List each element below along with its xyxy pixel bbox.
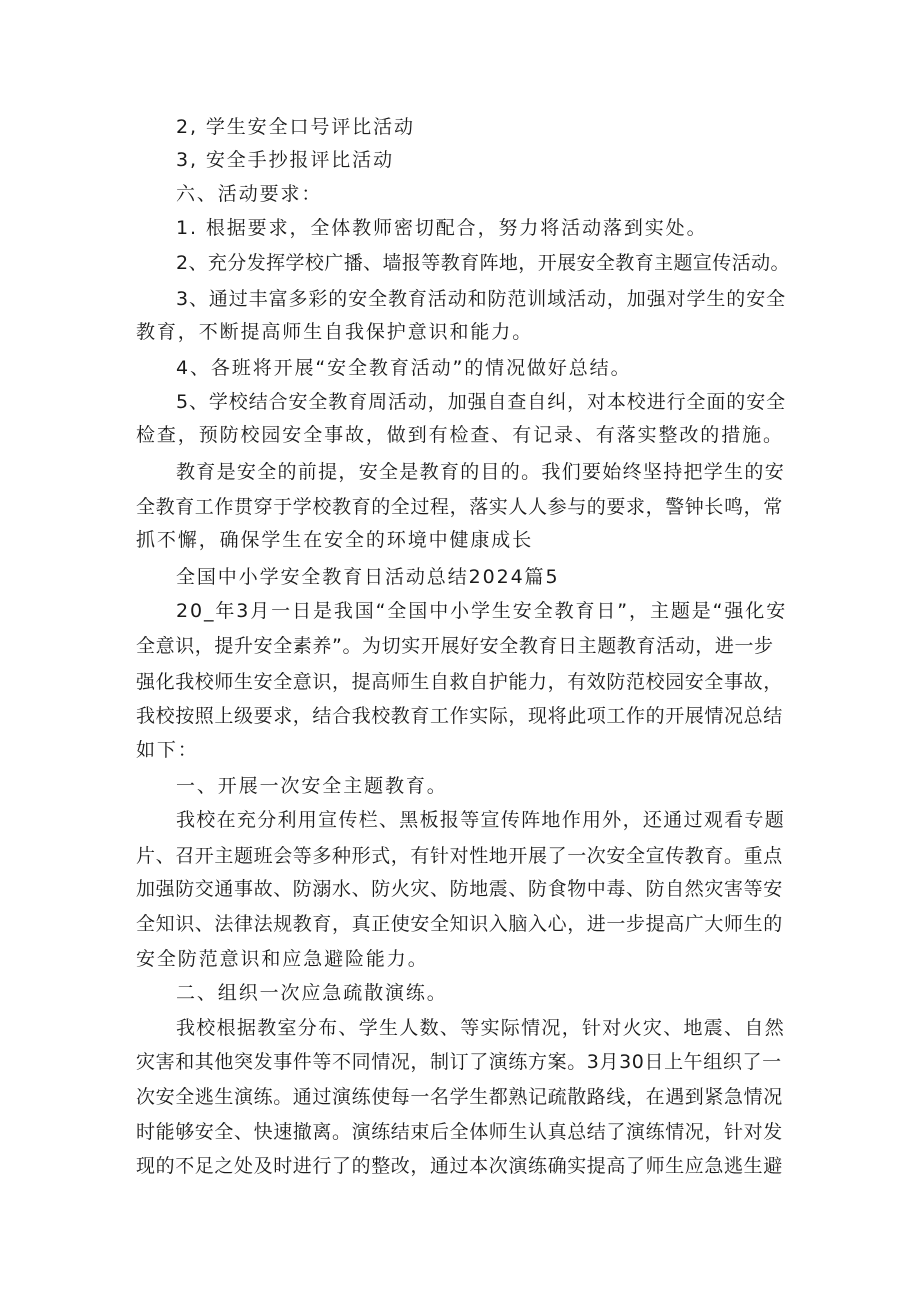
requirement-item-5-line-2: 检查，预防校园安全事故，做到有检查、有记录、有落实整改的措施。 — [136, 424, 784, 446]
list-item-poster-contest: 3, 安全手抄报评比活动 — [176, 149, 394, 171]
paragraph-line: 灾害和其他突发事件等不同情况，制订了演练方案。3月30日上午组织了一 — [136, 1051, 782, 1073]
requirement-item-4: 4、各班将开展“安全教育活动”的情况做好总结。 — [176, 357, 632, 379]
paragraph-line: 全教育工作贯穿于学校教育的全过程，落实人人参与的要求，警钟长鸣，常 — [136, 496, 783, 518]
list-item-slogan-contest: 2, 学生安全口号评比活动 — [176, 116, 415, 138]
paragraph-line: 我校按照上级要求，结合我校教育工作实际，现将此项工作的开展情况总结 — [136, 705, 783, 727]
paragraph-line: 片、召开主题班会等多种形式，有针对性地开展了一次安全宣传教育。重点 — [136, 845, 783, 867]
paragraph-line: 加强防交通事故、防溺水、防火灾、防地震、防食物中毒、防自然灾害等安 — [136, 878, 783, 900]
section-heading-evacuation-drill: 二、组织一次应急疏散演练。 — [176, 982, 448, 1004]
paragraph-line: 强化我校师生安全意识，提高师生自救自护能力，有效防范校园安全事故， — [136, 671, 783, 693]
requirement-item-3-line-1: 3、通过丰富多彩的安全教育活动和防范训域活动，加强对学生的安全 — [176, 288, 786, 310]
paragraph-line: 如下： — [136, 739, 199, 761]
paragraph-line: 次安全逃生演练。通过演练使每一名学生都熟记疏散路线，在遇到紧急情况 — [136, 1086, 783, 1108]
paragraph-line: 我校在充分利用宣传栏、黑板报等宣传阵地作用外，还通过观看专题 — [176, 809, 786, 831]
requirement-item-2: 2、充分发挥学校广播、墙报等教育阵地，开展安全教育主题宣传活动。 — [176, 252, 790, 274]
paragraph-line: 全知识、法律法规教育，真正使安全知识入脑入心，进一步提高广大师生的 — [136, 913, 783, 935]
paragraph-line: 时能够安全、快速撤离。演练结束后全体师生认真总结了演练情况，针对发 — [136, 1121, 783, 1143]
requirement-item-3-line-2: 教育，不断提高师生自我保护意识和能力。 — [136, 321, 534, 343]
paragraph-line: 20_年3月一日是我国“全国中小学生安全教育日”，主题是“强化安 — [176, 600, 788, 622]
section-heading-theme-education: 一、开展一次安全主题教育。 — [176, 775, 448, 797]
section-heading-requirements: 六、活动要求： — [176, 183, 323, 205]
article-title: 全国中小学安全教育日活动总结2024篇5 — [176, 566, 560, 588]
paragraph-line: 我校根据教室分布、学生人数、等实际情况，针对火灾、地震、自然 — [176, 1017, 786, 1039]
requirement-item-5-line-1: 5、学校结合安全教育周活动，加强自查自纠，对本校进行全面的安全 — [176, 391, 786, 413]
paragraph-line: 全意识，提升安全素养”。为切实开展好安全教育日主题教育活动，进一步 — [136, 635, 774, 657]
paragraph-line: 教育是安全的前提，安全是教育的目的。我们要始终坚持把学生的安 — [176, 461, 786, 483]
paragraph-line: 安全防范意识和应急避险能力。 — [136, 948, 429, 970]
paragraph-line: 抓不懈，确保学生在安全的环境中健康成长 — [136, 529, 534, 551]
requirement-item-1: 1. 根据要求，全体教师密切配合，努力将活动落到实处。 — [176, 217, 708, 239]
paragraph-line: 现的不足之处及时进行了的整改，通过本次演练确实提高了师生应急逃生避 — [136, 1155, 783, 1177]
